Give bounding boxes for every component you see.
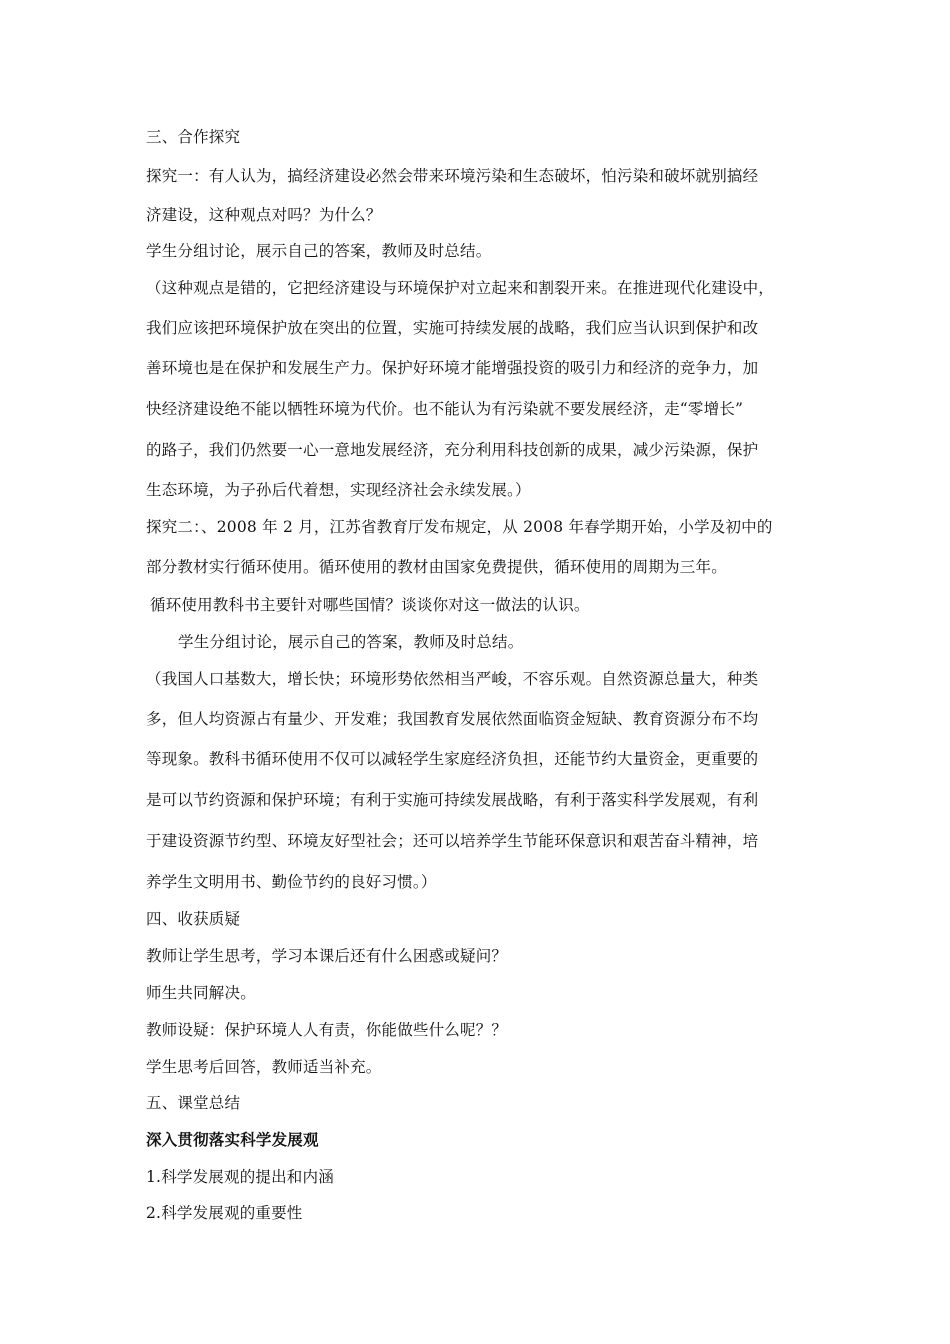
answer-1-line: 善环境也是在保护和发展生产力。保护好环境才能增强投资的吸引力和经济的竞争力，加: [146, 359, 759, 377]
summary-item: 1.科学发展观的提出和内涵: [146, 1168, 334, 1186]
answer-1-line: 生态环境，为子孙后代着想，实现经济社会永续发展。）: [146, 481, 531, 499]
inquiry-2-line-1: 探究二：、2008 年 2 月，江苏省教育厅发布规定，从 2008 年春学期开始，小学及初中的: [146, 518, 773, 536]
inquiry-2-line-3: 循环使用教科书主要针对哪些国情？谈谈你对这一做法的认识。: [150, 596, 590, 614]
answer-1-line: 我们应该把环境保护放在突出的位置，实施可持续发展的战略，我们应当认识到保护和改: [146, 319, 759, 337]
inquiry-2-activity: 学生分组讨论，展示自己的答案，教师及时总结。: [178, 633, 524, 651]
section-3-heading: 三、合作探究: [146, 128, 241, 146]
section-4-heading: 四、收获质疑: [146, 910, 241, 928]
answer-2-line: 是可以节约资源和保护环境；有利于实施可持续发展战略，有利于落实科学发展观，有利: [146, 791, 759, 809]
summary-item: 2.科学发展观的重要性: [146, 1204, 303, 1222]
inquiry-1-line-1: 探究一：有人认为，搞经济建设必然会带来环境污染和生态破坏，怕污染和破坏就别搞经: [146, 167, 759, 185]
section-4-line: 教师让学生思考，学习本课后还有什么困惑或疑问？: [146, 947, 508, 965]
answer-2-line: 多，但人均资源占有量少、开发难；我国教育发展依然面临资金短缺、教育资源分布不均: [146, 710, 759, 728]
inquiry-1-activity: 学生分组讨论，展示自己的答案，教师及时总结。: [146, 242, 492, 260]
summary-title: 深入贯彻落实科学发展观: [146, 1131, 319, 1149]
answer-2-line: 于建设资源节约型、环境友好型社会；还可以培养学生节能环保意识和艰苦奋斗精神，培: [146, 832, 759, 850]
answer-1-line: 快经济建设绝不能以牺牲环境为代价。也不能认为有污染就不要发展经济，走“零增长”: [146, 400, 744, 418]
answer-2-line: 等现象。教科书循环使用不仅可以减轻学生家庭经济负担，还能节约大量资金，更重要的: [146, 750, 759, 768]
section-4-line: 师生共同解决。: [146, 984, 256, 1002]
answer-2-line: 养学生文明用书、勤俭节约的良好习惯。）: [146, 873, 437, 891]
answer-2-line: （我国人口基数大，增长快；环境形势依然相当严峻，不容乐观。自然资源总量大，种类: [146, 670, 759, 688]
inquiry-2-line-2: 部分教材实行循环使用。循环使用的教材由国家免费提供，循环使用的周期为三年。: [146, 558, 727, 576]
inquiry-1-line-2: 济建设，这种观点对吗？为什么？: [146, 206, 382, 224]
section-5-heading: 五、课堂总结: [146, 1094, 241, 1112]
section-4-line: 教师设疑：保护环境人人有责，你能做些什么呢？？: [146, 1021, 508, 1039]
section-4-line: 学生思考后回答，教师适当补充。: [146, 1058, 382, 1076]
answer-1-line: 的路子，我们仍然要一心一意地发展经济，充分利用科技创新的成果，减少污染源，保护: [146, 441, 759, 459]
answer-1-line: （这种观点是错的，它把经济建设与环境保护对立起来和割裂开来。在推进现代化建设中，: [146, 279, 775, 297]
